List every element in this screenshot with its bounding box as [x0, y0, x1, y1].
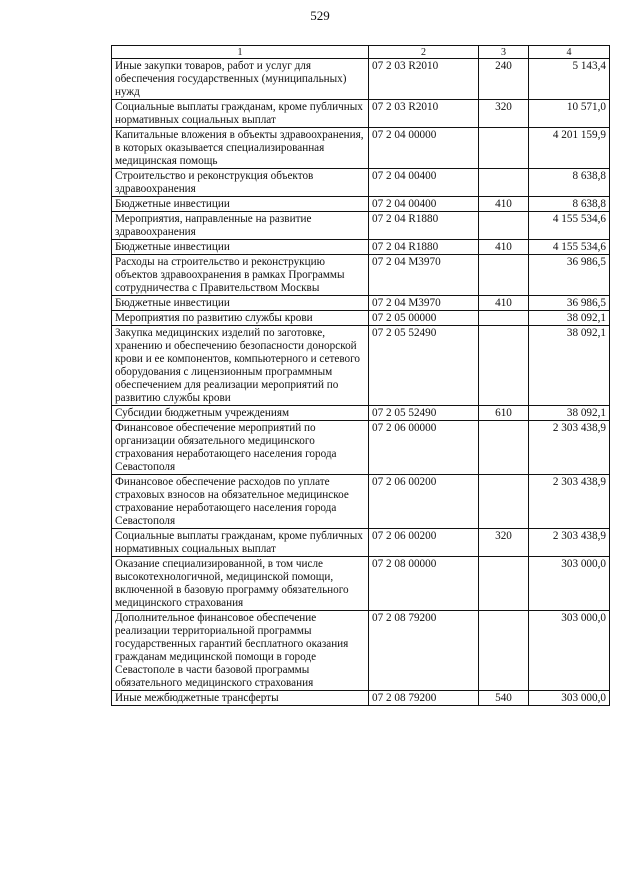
row-type-cell: 610: [479, 406, 529, 421]
row-name-cell: Мероприятия по развитию службы крови: [112, 311, 369, 326]
row-name-cell: Капитальные вложения в объекты здравоохранения, в которых оказывается специализированная медицинская помощь: [112, 128, 369, 169]
row-code-cell: 07 2 04 M3970: [369, 255, 479, 296]
row-amount-cell: 36 986,5: [529, 296, 610, 311]
row-amount-cell: 4 201 159,9: [529, 128, 610, 169]
row-amount-cell: 303 000,0: [529, 691, 610, 706]
row-type-cell: [479, 311, 529, 326]
row-amount-cell: 38 092,1: [529, 326, 610, 406]
row-code-cell: 07 2 04 R1880: [369, 212, 479, 240]
table-row: [112, 128, 610, 169]
row-type-cell: [479, 421, 529, 475]
row-code-cell: 07 2 05 52490: [369, 326, 479, 406]
row-type-cell: 410: [479, 197, 529, 212]
table-row: [112, 421, 610, 475]
row-name-cell: Финансовое обеспечение расходов по уплате страховых взносов на обязательное медицинское страхование неработающего населения города Севастополя: [112, 475, 369, 529]
row-name-cell: Строительство и реконструкция объектов здравоохранения: [112, 169, 369, 197]
table-row: [112, 240, 610, 255]
table-row: [112, 326, 610, 406]
row-code-cell: 07 2 05 00000: [369, 311, 479, 326]
table-row: [112, 311, 610, 326]
row-code-cell: 07 2 04 R1880: [369, 240, 479, 255]
row-code-cell: 07 2 04 00400: [369, 197, 479, 212]
row-name-cell: Субсидии бюджетным учреждениям: [112, 406, 369, 421]
table-header-row: [112, 46, 610, 59]
row-type-cell: [479, 326, 529, 406]
table-row: [112, 212, 610, 240]
table-row: [112, 197, 610, 212]
row-type-cell: [479, 475, 529, 529]
row-name-cell: Бюджетные инвестиции: [112, 296, 369, 311]
row-name-cell: Социальные выплаты гражданам, кроме публичных нормативных социальных выплат: [112, 529, 369, 557]
row-type-cell: 540: [479, 691, 529, 706]
row-amount-cell: 303 000,0: [529, 611, 610, 691]
row-code-cell: 07 2 04 00000: [369, 128, 479, 169]
page-number: 529: [310, 8, 330, 23]
table-row: [112, 59, 610, 100]
row-name-cell: Социальные выплаты гражданам, кроме публичных нормативных социальных выплат: [112, 100, 369, 128]
row-amount-cell: 4 155 534,6: [529, 240, 610, 255]
row-type-cell: [479, 611, 529, 691]
row-code-cell: 07 2 08 79200: [369, 611, 479, 691]
row-amount-cell: 2 303 438,9: [529, 475, 610, 529]
row-type-cell: 320: [479, 529, 529, 557]
row-code-cell: 07 2 06 00200: [369, 529, 479, 557]
table-row: [112, 169, 610, 197]
column-header: 3: [479, 46, 529, 59]
row-name-cell: Мероприятия, направленные на развитие здравоохранения: [112, 212, 369, 240]
row-name-cell: Дополнительное финансовое обеспечение реализации территориальной программы государственных гарантий бесплатного оказания гражданам медицинской помощи в городе Севастополе в части базовой программы обязательного медицинского страхования: [112, 611, 369, 691]
table-row: [112, 255, 610, 296]
row-type-cell: 320: [479, 100, 529, 128]
row-name-cell: Иные закупки товаров, работ и услуг для обеспечения государственных (муниципальных) нужд: [112, 59, 369, 100]
table-row: [112, 691, 610, 706]
row-code-cell: 07 2 04 00400: [369, 169, 479, 197]
row-type-cell: 410: [479, 240, 529, 255]
row-amount-cell: 10 571,0: [529, 100, 610, 128]
row-name-cell: Бюджетные инвестиции: [112, 240, 369, 255]
row-code-cell: 07 2 04 M3970: [369, 296, 479, 311]
table-row: [112, 406, 610, 421]
row-code-cell: 07 2 06 00000: [369, 421, 479, 475]
row-code-cell: 07 2 08 79200: [369, 691, 479, 706]
row-type-cell: [479, 128, 529, 169]
row-type-cell: 410: [479, 296, 529, 311]
row-amount-cell: 8 638,8: [529, 197, 610, 212]
row-amount-cell: 4 155 534,6: [529, 212, 610, 240]
row-code-cell: 07 2 03 R2010: [369, 59, 479, 100]
row-type-cell: [479, 255, 529, 296]
table-body: [112, 59, 610, 706]
row-type-cell: [479, 212, 529, 240]
column-header: 1: [112, 46, 369, 59]
row-name-cell: Финансовое обеспечение мероприятий по организации обязательного медицинского страхования неработающего населения города Севастополя: [112, 421, 369, 475]
row-amount-cell: 36 986,5: [529, 255, 610, 296]
row-amount-cell: 38 092,1: [529, 406, 610, 421]
row-code-cell: 07 2 08 00000: [369, 557, 479, 611]
row-code-cell: 07 2 05 52490: [369, 406, 479, 421]
column-header: 2: [369, 46, 479, 59]
row-name-cell: Расходы на строительство и реконструкцию объектов здравоохранения в рамках Программы сотрудничества с Правительством Москвы: [112, 255, 369, 296]
budget-table: [111, 45, 610, 706]
table-row: [112, 100, 610, 128]
row-code-cell: 07 2 03 R2010: [369, 100, 479, 128]
table-row: [112, 557, 610, 611]
table-row: [112, 611, 610, 691]
row-amount-cell: 2 303 438,9: [529, 529, 610, 557]
column-header: 4: [529, 46, 610, 59]
row-amount-cell: 303 000,0: [529, 557, 610, 611]
row-name-cell: Оказание специализированной, в том числе высокотехнологичной, медицинской помощи, включенной в базовую программу обязательного медицинского страхования: [112, 557, 369, 611]
row-name-cell: Иные межбюджетные трансферты: [112, 691, 369, 706]
row-code-cell: 07 2 06 00200: [369, 475, 479, 529]
row-amount-cell: 38 092,1: [529, 311, 610, 326]
row-type-cell: [479, 169, 529, 197]
table-row: [112, 296, 610, 311]
row-amount-cell: 8 638,8: [529, 169, 610, 197]
row-amount-cell: 2 303 438,9: [529, 421, 610, 475]
row-name-cell: Закупка медицинских изделий по заготовке, хранению и обеспечению безопасности донорской крови и ее компонентов, компьютерного и сетевого оборудования с лицензионным программным обеспечением для реализации мероприятий по развитию службы крови: [112, 326, 369, 406]
row-amount-cell: 5 143,4: [529, 59, 610, 100]
row-type-cell: 240: [479, 59, 529, 100]
row-name-cell: Бюджетные инвестиции: [112, 197, 369, 212]
row-type-cell: [479, 557, 529, 611]
table-row: [112, 529, 610, 557]
table-row: [112, 475, 610, 529]
